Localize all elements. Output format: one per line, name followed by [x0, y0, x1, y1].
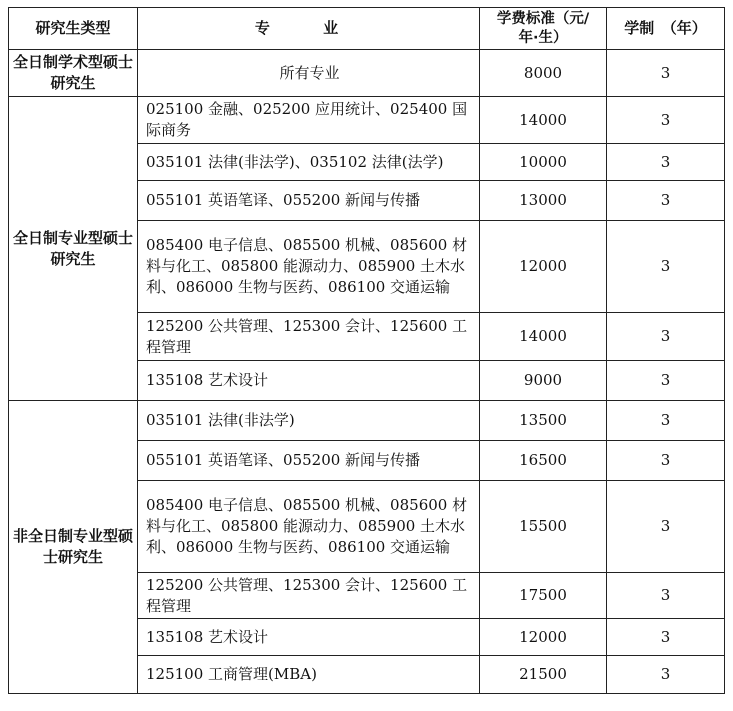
header-row	[9, 8, 725, 50]
major-cell: 125200 公共管理、125300 会计、125600 工程管理	[138, 313, 480, 361]
major-cell: 所有专业	[138, 50, 480, 97]
fee-cell: 12000	[480, 619, 607, 656]
fee-cell: 12000	[480, 221, 607, 313]
major-cell: 135108 艺术设计	[138, 361, 480, 401]
fee-cell: 15500	[480, 481, 607, 573]
fee-cell: 13500	[480, 401, 607, 441]
major-cell: 055101 英语笔译、055200 新闻与传播	[138, 181, 480, 221]
table-row	[9, 50, 725, 97]
tuition-table	[8, 7, 725, 694]
duration-cell: 3	[607, 50, 725, 97]
duration-cell: 3	[607, 221, 725, 313]
major-cell: 035101 法律(非法学)	[138, 401, 480, 441]
fee-cell: 8000	[480, 50, 607, 97]
duration-cell: 3	[607, 181, 725, 221]
duration-cell: 3	[607, 619, 725, 656]
header-fee-line1: 学费标准（元/	[496, 10, 590, 27]
major-cell: 025100 金融、025200 应用统计、025400 国际商务	[138, 97, 480, 144]
duration-cell: 3	[607, 573, 725, 619]
student-type-cell: 全日制学术型硕士研究生	[9, 50, 138, 97]
duration-cell: 3	[607, 97, 725, 144]
duration-cell: 3	[607, 481, 725, 573]
fee-cell: 14000	[480, 97, 607, 144]
header-type: 研究生类型	[9, 8, 138, 50]
major-cell: 135108 艺术设计	[138, 619, 480, 656]
duration-cell: 3	[607, 313, 725, 361]
major-cell: 125100 工商管理(MBA)	[138, 656, 480, 694]
fee-cell: 14000	[480, 313, 607, 361]
major-cell: 125200 公共管理、125300 会计、125600 工程管理	[138, 573, 480, 619]
major-cell: 085400 电子信息、085500 机械、085600 材料与化工、085800 能源动力、085900 土木水利、086000 生物与医药、086100 交通运输	[138, 481, 480, 573]
duration-cell: 3	[607, 361, 725, 401]
fee-cell: 10000	[480, 144, 607, 181]
major-cell: 055101 英语笔译、055200 新闻与传播	[138, 441, 480, 481]
fee-cell: 21500	[480, 656, 607, 694]
header-fee	[480, 8, 607, 50]
fee-cell: 17500	[480, 573, 607, 619]
student-type-cell: 全日制专业型硕士研究生	[9, 97, 138, 401]
major-cell: 035101 法律(非法学)、035102 法律(法学)	[138, 144, 480, 181]
major-cell: 085400 电子信息、085500 机械、085600 材料与化工、085800 能源动力、085900 土木水利、086000 生物与医药、086100 交通运输	[138, 221, 480, 313]
header-duration: 学制 （年）	[607, 8, 725, 50]
table-row	[9, 97, 725, 144]
header-fee-line2: 年·生）	[518, 29, 568, 46]
table-row	[9, 401, 725, 441]
duration-cell: 3	[607, 144, 725, 181]
header-major: 专 业	[138, 8, 480, 50]
duration-cell: 3	[607, 656, 725, 694]
fee-cell: 13000	[480, 181, 607, 221]
student-type-cell: 非全日制专业型硕士研究生	[9, 401, 138, 694]
fee-cell: 9000	[480, 361, 607, 401]
duration-cell: 3	[607, 441, 725, 481]
fee-cell: 16500	[480, 441, 607, 481]
duration-cell: 3	[607, 401, 725, 441]
